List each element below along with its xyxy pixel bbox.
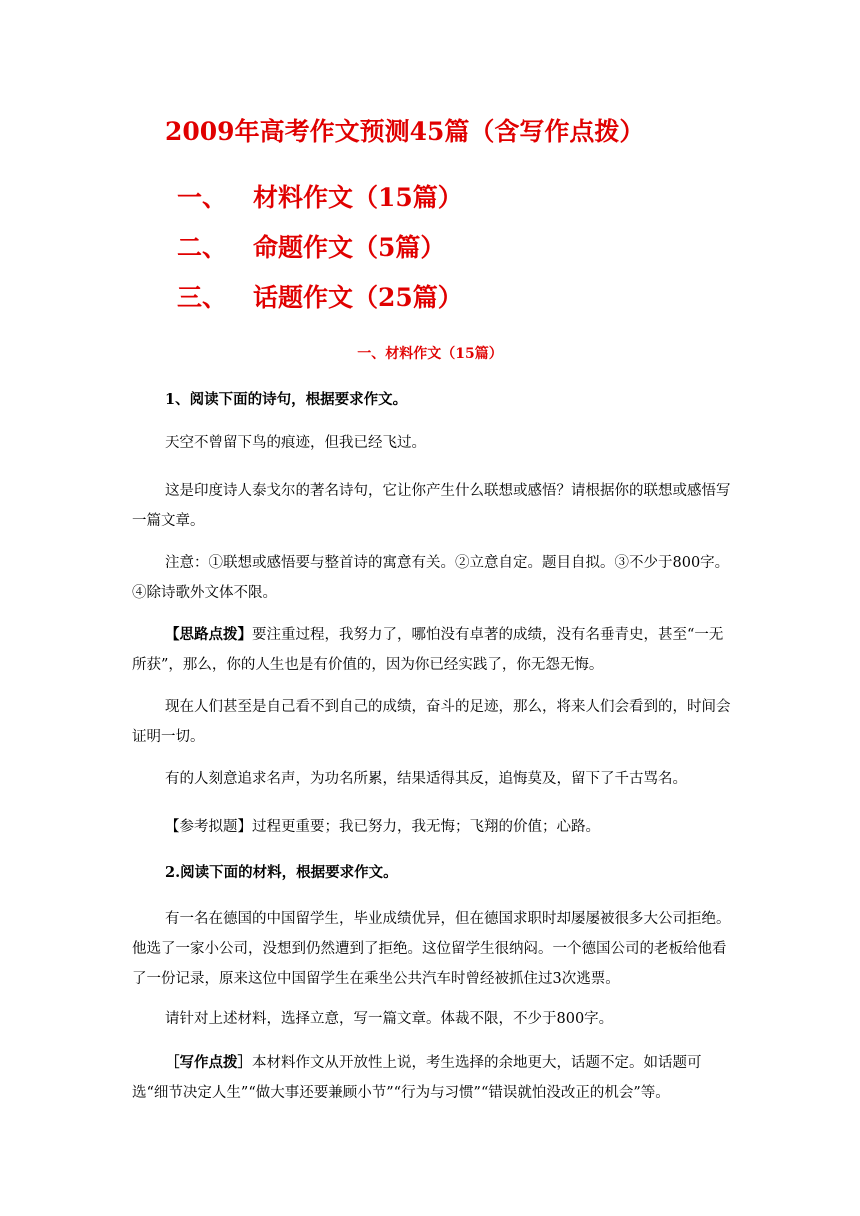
question-1-context: 这是印度诗人泰戈尔的著名诗句，它让你产生什么联想或感悟？请根据你的联想或感悟写一篇文章。 <box>132 483 731 529</box>
hint-text: 本材料作文从开放性上说，考生选择的余地更大，话题不定。如话题可选“细节决定人生”“做大事还要兼顾小节”“行为与习惯”“错误就怕没改正的机会”等。 <box>132 1055 702 1101</box>
section-heading: 一、材料作文（15篇） <box>357 346 503 362</box>
hint-label: 【思路点拨】 <box>165 626 252 643</box>
question-2-hint <box>132 1048 732 1108</box>
toc-label: 材料作文（15篇） <box>253 183 463 212</box>
question-1-prompt: 1、阅读下面的诗句，根据要求作文。 <box>165 391 408 408</box>
toc-item-proposition <box>177 228 445 264</box>
document-title: 2009年高考作文预测45篇（含写作点拨） <box>165 117 645 146</box>
question-1-reference-titles <box>132 812 732 842</box>
reference-label: 【参考拟题】 <box>165 819 252 835</box>
question-1-paragraph-2: 现在人们甚至是自己看不到自己的成绩，奋斗的足迹，那么，将来人们会看到的，时间会证明一切。 <box>132 699 731 745</box>
question-1-hint <box>132 620 732 680</box>
reference-text: 过程更重要；我已努力，我无悔；飞翔的价值；心路。 <box>252 819 600 835</box>
toc-item-topic <box>177 278 463 314</box>
question-1-notes: 注意：①联想或感悟要与整首诗的寓意有关。②立意自定。题目自拟。③不少于800字。④除诗歌外文体不限。 <box>132 555 730 601</box>
question-2-instruction: 请针对上述材料，选择立意，写一篇文章。体裁不限，不少于800字。 <box>165 1011 614 1027</box>
question-1-verse: 天空不曾留下鸟的痕迹，但我已经飞过。 <box>165 435 426 451</box>
question-2-prompt: 2.阅读下面的材料，根据要求作文。 <box>165 864 398 881</box>
hint-label: ［写作点拨］ <box>165 1054 252 1071</box>
toc-item-material <box>177 178 463 214</box>
hint-text: 要注重过程，我努力了，哪怕没有卓著的成绩，没有名垂青史，甚至“一无所获”，那么，你的人生也是有价值的，因为你已经实践了，你无怨无悔。 <box>132 627 724 673</box>
toc-label: 命题作文（5篇） <box>253 233 446 262</box>
question-2-material: 有一名在德国的中国留学生，毕业成绩优异，但在德国求职时却屡屡被很多大公司拒绝。他选了一家小公司，没想到仍然遭到了拒绝。这位留学生很纳闷。一个德国公司的老板给他看了一份记录，原来这位中国留学生在乘坐公共汽车时曾经被抓住过3次逃票。 <box>132 911 731 987</box>
question-1-paragraph-3: 有的人刻意追求名声，为功名所累，结果适得其反，追悔莫及，留下了千古骂名。 <box>165 771 687 787</box>
toc-number: 二、 <box>177 233 228 262</box>
toc-number: 三、 <box>177 283 228 312</box>
toc-number: 一、 <box>177 183 228 212</box>
toc-label: 话题作文（25篇） <box>253 283 463 312</box>
